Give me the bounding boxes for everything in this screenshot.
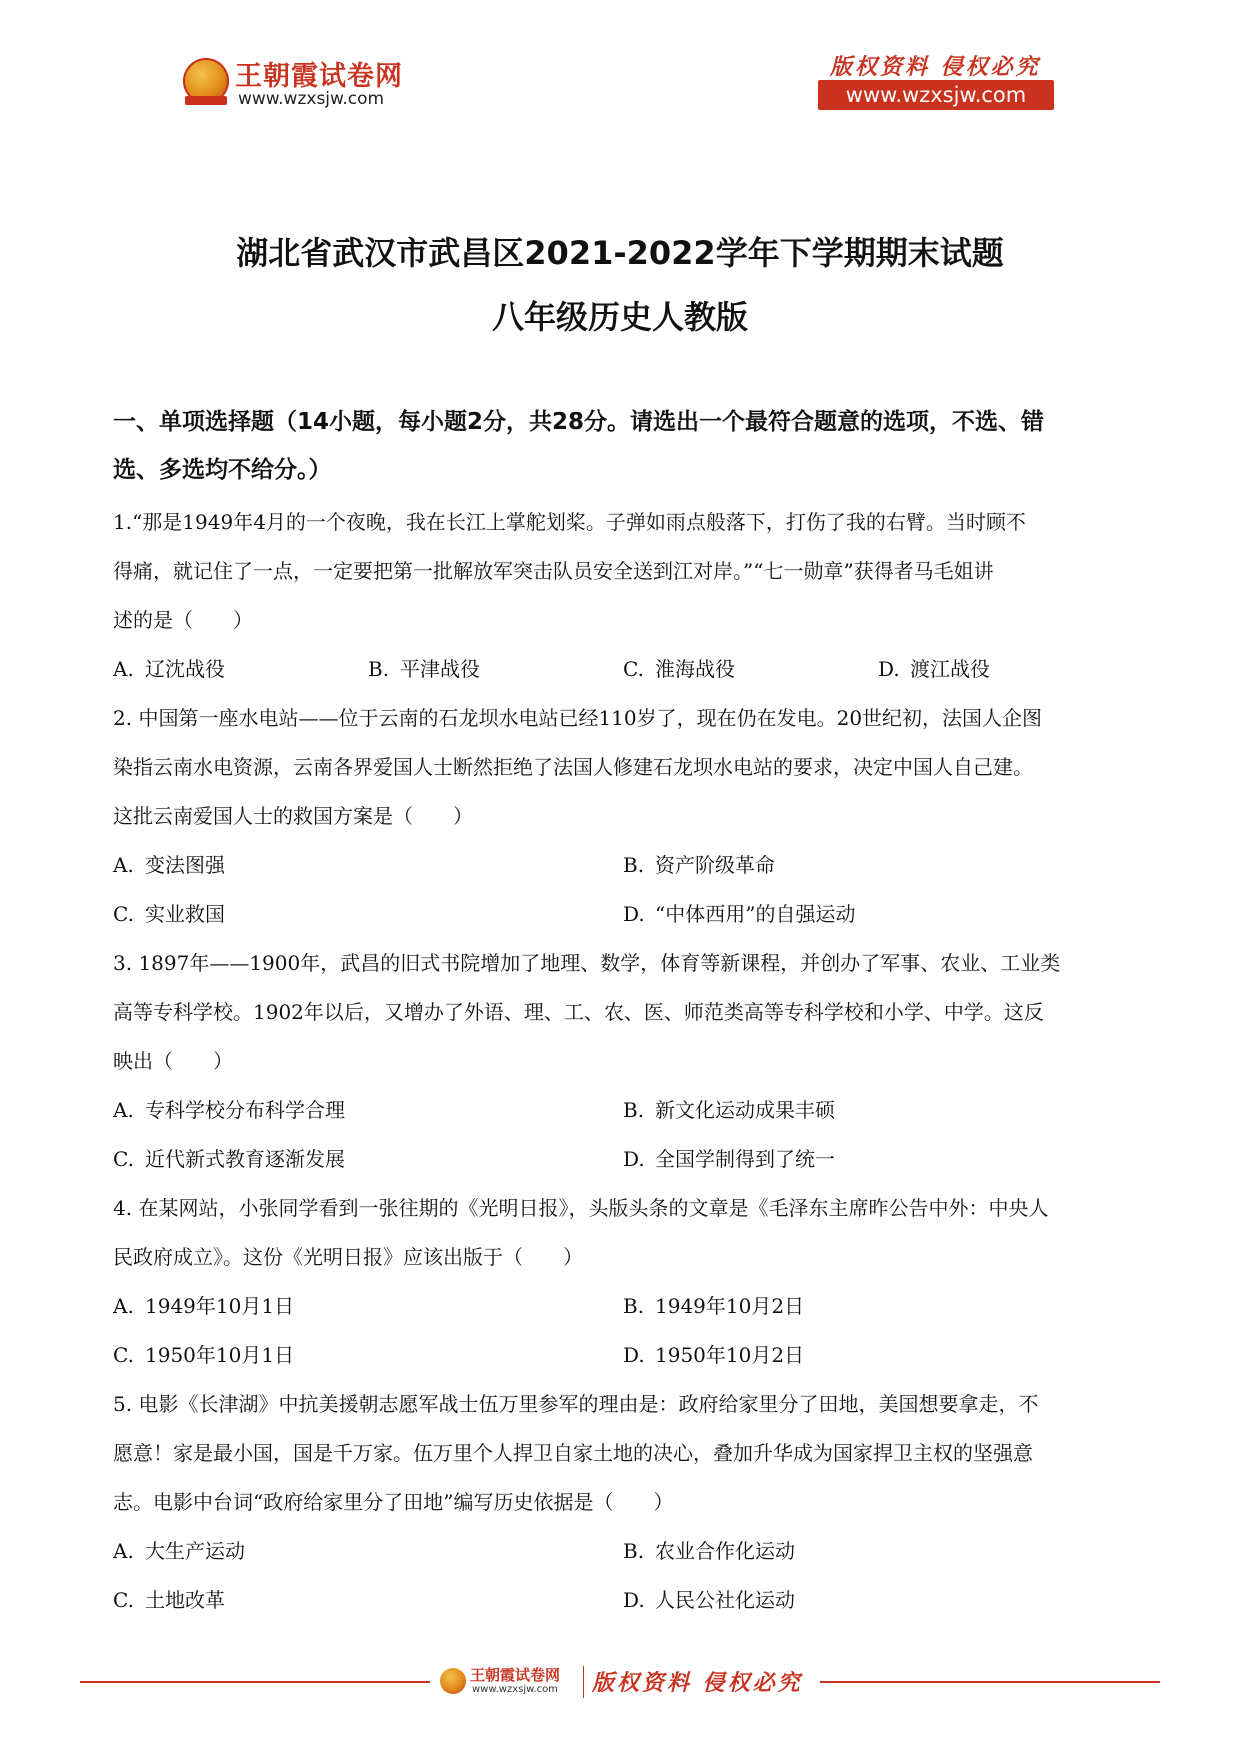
question-text-line: 民政府成立》。这份《光明日报》应该出版于（ ） [113,1245,583,1269]
options-row [113,1135,1133,1184]
copyright-url: www.wzxsjw.com [845,83,1027,107]
options-row [113,890,1133,939]
question-text-line: 2. 中国第一座水电站——位于云南的石龙坝水电站已经110岁了，现在仍在发电。20世纪初，法国人企图 [113,706,1043,730]
option-b: B. 农业合作化运动 [623,1539,795,1563]
option-b: B. 平津战役 [368,657,480,681]
question-text-line: 映出（ ） [113,1049,233,1073]
question-text-line: 这批云南爱国人士的救国方案是（ ） [113,804,473,828]
copyright-url-bar [818,80,1054,110]
option-a: A. 专科学校分布科学合理 [113,1098,345,1122]
question-text-line: 5. 电影《长津湖》中抗美援朝志愿军战士伍万里参军的理由是：政府给家里分了田地，美国想要拿走，不 [113,1392,1039,1416]
option-d: D. “中体西用”的自强运动 [623,902,856,926]
question-text-line: 得痛，就记住了一点，一定要把第一批解放军突击队员安全送到江对岸。”“七一勋章”获得者马毛姐讲 [113,559,994,583]
question-4 [113,1184,1133,1380]
options-row [113,1282,1133,1331]
option-b: B. 资产阶级革命 [623,853,775,877]
footer-site-url: www.wzxsjw.com [472,1684,558,1695]
option-b: B. 1949年10月2日 [623,1294,805,1318]
copyright-text: 版权资料 侵权必究 [830,54,1041,80]
options-row [113,1576,1133,1625]
site-name: 王朝霞试卷网 [235,61,403,92]
question-5 [113,1380,1133,1625]
option-c: C. 土地改革 [113,1588,225,1612]
options-row [113,1527,1133,1576]
option-c: C. 实业救国 [113,902,225,926]
copyright-banner [818,50,1054,112]
question-3 [113,939,1133,1184]
question-text-line: 愿意！家是最小国，国是千万家。伍万里个人捍卫自家土地的决心，叠加升华成为国家捍卫主权的坚强意 [113,1441,1033,1465]
seal-ribbon [185,96,227,105]
option-b: B. 新文化运动成果丰硕 [623,1098,835,1122]
section-heading [113,398,1133,494]
section-heading-line: 选、多选均不给分。） [113,457,332,483]
option-d: D. 1950年10月2日 [623,1343,805,1367]
exam-content [113,398,1133,1625]
site-logo [183,50,423,120]
footer-separator [583,1666,584,1698]
site-url: www.wzxsjw.com [238,89,385,109]
options-row [113,841,1133,890]
option-a: A. 1949年10月1日 [113,1294,295,1318]
footer-divider [80,1681,430,1683]
option-d: D. 全国学制得到了统一 [623,1147,835,1171]
option-c: C. 近代新式教育逐渐发展 [113,1147,345,1171]
page-footer [80,1660,1160,1704]
option-d: D. 人民公社化运动 [623,1588,795,1612]
options-row [113,1331,1133,1380]
footer-copyright-text: 版权资料 侵权必究 [592,1670,803,1696]
question-text-line: 染指云南水电资源，云南各界爱国人士断然拒绝了法国人修建石龙坝水电站的要求，决定中国人自己建。 [113,755,1033,779]
exam-title: 湖北省武汉市武昌区2021-2022学年下学期期末试题 [236,234,1004,272]
section-heading-line: 一、单项选择题（14小题，每小题2分，共28分。请选出一个最符合题意的选项，不选、错 [113,409,1045,435]
option-a: A. 变法图强 [113,853,225,877]
options-row [113,645,1133,694]
exam-subtitle: 八年级历史人教版 [491,298,748,336]
footer-site-name: 王朝霞试卷网 [470,1666,561,1684]
emblem-seal-icon [440,1668,466,1694]
option-c: C. 1950年10月1日 [113,1343,295,1367]
options-row [113,1086,1133,1135]
footer-divider [820,1681,1160,1683]
question-text-line: 4. 在某网站，小张同学看到一张往期的《光明日报》，头版头条的文章是《毛泽东主席昨公告中外：中央人 [113,1196,1049,1220]
option-a: A. 大生产运动 [113,1539,245,1563]
question-text-line: 1.“那是1949年4月的一个夜晚，我在长江上掌舵划桨。子弹如雨点般落下，打伤了我的右臂。当时顾不 [113,510,1026,534]
question-2 [113,694,1133,939]
option-c: C. 淮海战役 [623,657,735,681]
question-text-line: 高等专科学校。1902年以后，又增办了外语、理、工、农、医、师范类高等专科学校和小学、中学。这反 [113,1000,1044,1024]
question-1 [113,498,1133,694]
option-d: D. 渡江战役 [878,657,990,681]
question-text-line: 志。电影中台词“政府给家里分了田地”编写历史依据是（ ） [113,1490,674,1514]
question-text-line: 述的是（ ） [113,608,253,632]
option-a: A. 辽沈战役 [113,657,225,681]
question-text-line: 3. 1897年——1900年，武昌的旧式书院增加了地理、数学，体育等新课程，并创办了军事、农业、工业类 [113,951,1061,975]
